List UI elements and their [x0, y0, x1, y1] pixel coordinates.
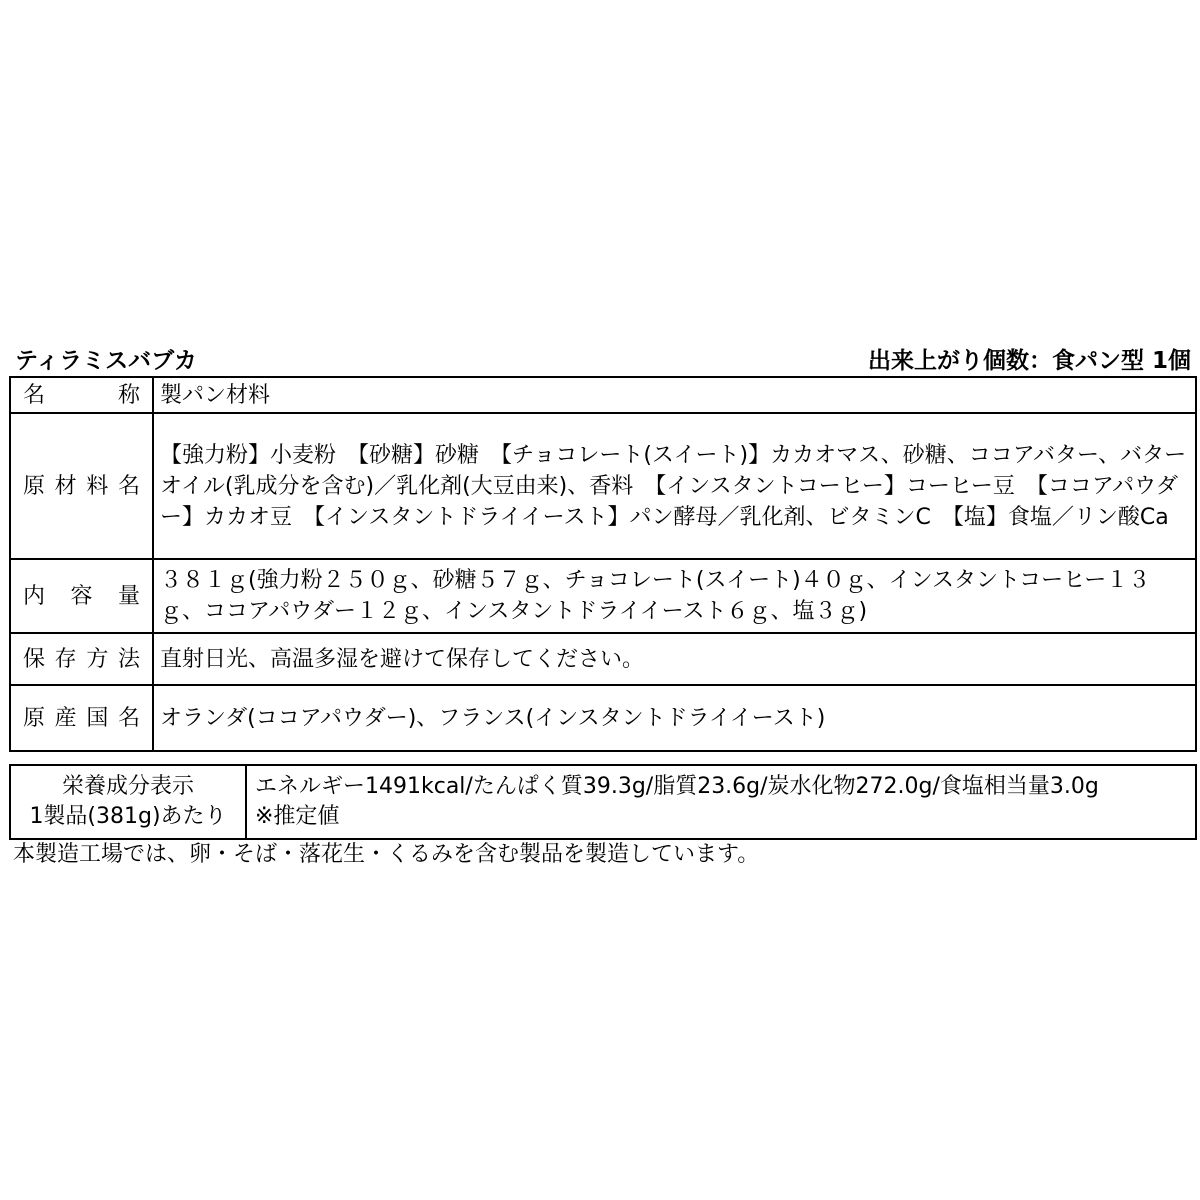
nutrition-values-line1: エネルギー1491kcal/たんぱく質39.3g/脂質23.6g/炭水化物272.0g/食塩相当量3.0g	[255, 774, 1099, 799]
nutrition-key-line2: 1製品(381g)あたり	[29, 804, 227, 829]
spec-value-origin: オランダ(ココアパウダー)、フランス(インスタントドライイースト)	[153, 685, 1196, 751]
nutrition-row	[10, 765, 1196, 839]
spec-row-ingredients	[10, 413, 1196, 559]
allergen-footnote: 本製造工場では、卵・そば・落花生・くるみを含む製品を製造しています。	[13, 842, 760, 867]
spec-value-storage: 直射日光、高温多湿を避けて保存してください。	[153, 633, 1196, 685]
spec-value-ingredients: 【強力粉】小麦粉 【砂糖】砂糖 【チョコレート(スイート)】カカオマス、砂糖、ココアバター、バターオイル(乳成分を含む)／乳化剤(大豆由来)、香料 【インスタントコーヒー】コーヒー豆 【ココアパウダー】カカオ豆 【インスタントドライイースト】パン酵母／乳化剤、ビタミンC 【塩】食塩／リン酸Ca	[153, 413, 1196, 559]
nutrition-table	[9, 764, 1197, 840]
spec-key-contents: 内容量	[10, 559, 153, 633]
spec-key-name: 名 称	[10, 377, 153, 413]
spec-key-storage: 保存方法	[10, 633, 153, 685]
nutrition-values	[246, 765, 1196, 839]
nutrition-values-line2: ※推定値	[255, 804, 340, 829]
yield-count: 出来上がり個数：食パン型 1個	[867, 348, 1191, 374]
spec-row-storage	[10, 633, 1196, 685]
spec-row-origin	[10, 685, 1196, 751]
spec-row-contents	[10, 559, 1196, 633]
spec-row-name	[10, 377, 1196, 413]
spec-key-origin: 原産国名	[10, 685, 153, 751]
spec-value-contents: ３８１ｇ(強力粉２５０ｇ、砂糖５７ｇ、チョコレート(スイート)４０ｇ、インスタントコーヒー１３ｇ、ココアパウダー１２ｇ、インスタントドライイースト６ｇ、塩３ｇ)	[153, 559, 1196, 633]
label-header	[9, 340, 1197, 376]
food-label	[9, 340, 1197, 870]
nutrition-key	[10, 765, 246, 839]
spec-key-ingredients: 原材料名	[10, 413, 153, 559]
spec-table	[9, 376, 1197, 752]
spec-value-name: 製パン材料	[153, 377, 1196, 413]
product-name: ティラミスバブカ	[15, 348, 197, 374]
nutrition-key-line1: 栄養成分表示	[61, 774, 194, 799]
